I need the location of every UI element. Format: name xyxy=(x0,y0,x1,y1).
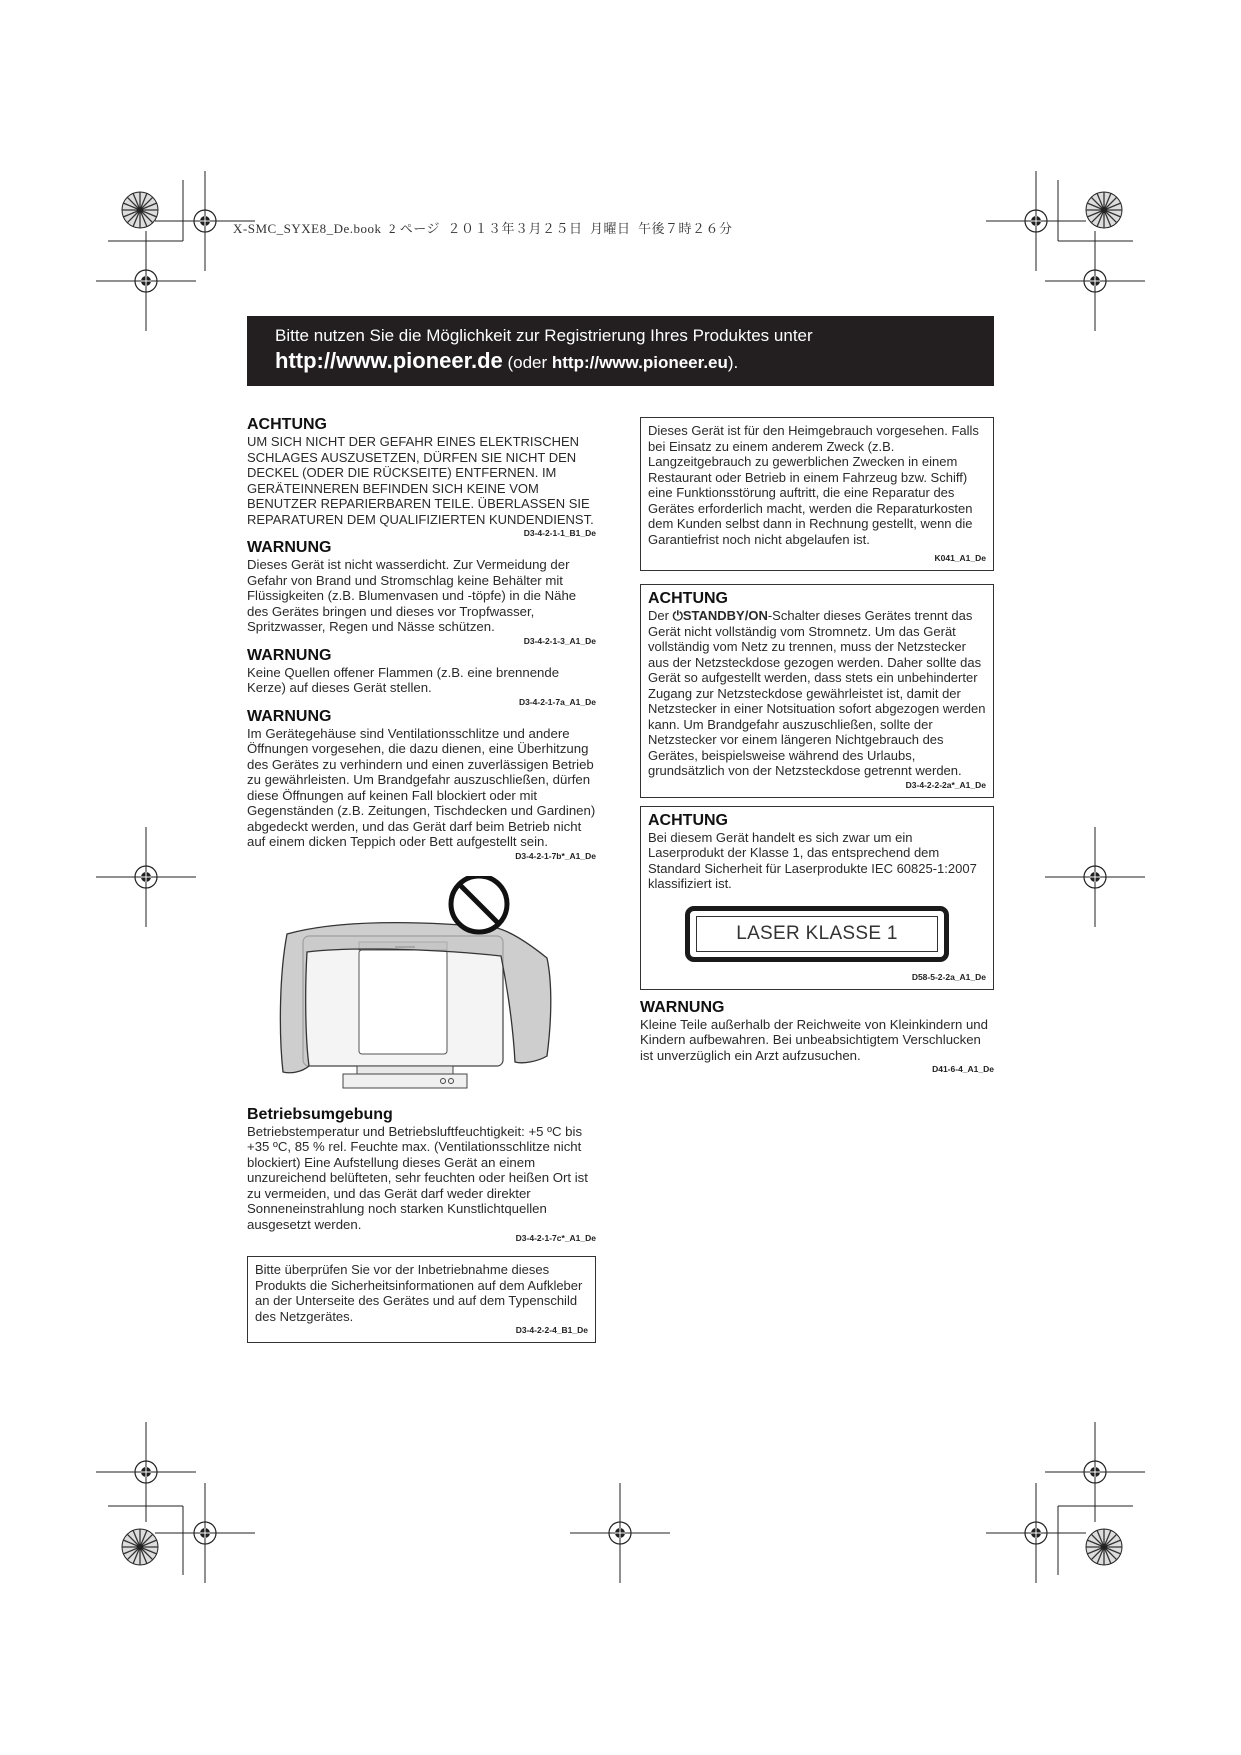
section-title: WARNUNG xyxy=(247,539,332,556)
warnung-flame-section xyxy=(247,647,596,708)
section-title: WARNUNG xyxy=(247,707,332,725)
doc-code: D58-5-2-2a_A1_De xyxy=(911,971,986,982)
achtung-shock-section xyxy=(247,416,596,539)
doc-code: D3-4-2-2-2a*_A1_De xyxy=(905,779,986,790)
section-title: WARNUNG xyxy=(247,646,332,664)
section-text: Betriebstemperatur und Betriebsluftfeuchtigkeit: +5 ºC bis +35 ºC, 85 % rel. Feuchte max. (Ventilationsschlitze nicht blockiert) Eine Aufstellung dieses Gerät an einem unzureichend belüfteten, sehr feuchten oder heißen Ort ist zu vermeiden, und das Gerät darf weder direkter Sonneneinstrahlung noch starken Kunstlichtquellen ausgesetzt werden. xyxy=(247,1123,588,1232)
section-title: Betriebsumgebung xyxy=(247,1105,393,1123)
standby-text: -Schalter dieses Gerätes trennt das Gerät nicht vollständig vom Stromnetz. Um das Gerät vollständig vom Netz zu trennen, muss der Netzstecker aus der Netzsteckdose gezogen werden. Daher sollte das Gerät so aufgestellt werden, dass stets ein unbehinderter Zugang zur Netzsteckdose gewährleistet ist, damit der Netzstecker in einer Notsituation sofort abgezogen werden kann. Um Brandgefahr auszuschließen, sollte der Netzstecker vor einem längeren Nichtgebrauch des Gerätes, beispielsweise während des Urlaubs, grundsätzlich von der Netzsteckdose getrennt werden. xyxy=(648,608,986,778)
standby-warning-box xyxy=(640,584,994,798)
section-text: Bei diesem Gerät handelt es sich zwar um ein Laserprodukt der Klasse 1, das entsprechend dem Standard Sicherheit für Laserprodukte IEC 60825-1:2007 klassifiziert ist. xyxy=(648,829,977,891)
section-text: Bitte überprüfen Sie vor der Inbetriebnahme dieses Produkts die Sicherheitsinformationen auf dem Aufkleber an der Unterseite des Gerätes und auf dem Typenschild des Netzgerätes. xyxy=(255,1262,583,1324)
section-text: Dieses Gerät ist nicht wasserdicht. Zur Vermeidung der Gefahr von Brand und Stromschlag keine Behälter mit Flüssigkeiten (z.B. Blumenvasen und -töpfe) in die Nähe des Gerätes bringen und dieses vor Tropfwasser, Spritzwasser, Regen und Nässe schützen. xyxy=(247,557,577,634)
section-title: ACHTUNG xyxy=(648,590,728,607)
section-text xyxy=(648,608,986,779)
banner-oder-text: (oder xyxy=(502,353,552,372)
doc-code: D3-4-2-1-3_A1_De xyxy=(523,635,596,646)
standby-on-label: STANDBY/ON xyxy=(682,608,768,623)
home-use-box xyxy=(640,417,994,571)
doc-code: D3-4-2-1-7c*_A1_De xyxy=(515,1233,596,1243)
section-text: Kleine Teile außerhalb der Reichweite von Kleinkindern und Kindern aufbewahren. Bei unbeabsichtigtem Verschlucken ist unverzüglich ein Arzt aufzusuchen. xyxy=(640,1016,988,1063)
doc-code: D3-4-2-1-1_B1_De xyxy=(523,528,596,538)
banner-close-text: ). xyxy=(727,353,739,372)
warnung-ventilation-section xyxy=(247,708,596,862)
print-header-line: X-SMC_SYXE8_De.book 2 ページ ２０１３年３月２５日 月曜日 午後７時２６分 xyxy=(233,221,733,236)
right-column xyxy=(640,417,994,1075)
power-icon: ⏻ xyxy=(672,608,683,623)
covered-device-prohibition-illustration xyxy=(247,876,596,1098)
standby-prefix: Der xyxy=(648,608,673,623)
section-title: ACHTUNG xyxy=(247,416,327,433)
warnung-water-section xyxy=(247,539,596,647)
banner-text: Bitte nutzen Sie die Möglichkeit zur Registrierung Ihres Produktes unter xyxy=(275,326,813,345)
warnung-small-parts-section xyxy=(640,999,994,1076)
pioneer-de-link[interactable]: http://www.pioneer.de xyxy=(275,348,503,373)
betriebsumgebung-section xyxy=(247,1106,596,1245)
section-text: UM SICH NICHT DER GEFAHR EINES ELEKTRISCHEN SCHLAGES AUSZUSETZEN, DÜRFEN SIE NICHT DEN DECKEL (ODER DIE RÜCKSEITE) ENTFERNEN. IM GERÄTEINNEREN BEFINDEN SICH KEINE VOM BENUTZER REPARIERBAREN TEILE. ÜBERLASSEN SIE REPARATUREN DEM QUALIFIZIERTEN KUNDENDIENST. xyxy=(247,434,594,527)
registration-banner xyxy=(247,316,994,386)
laser-class-text: LASER KLASSE 1 xyxy=(696,916,938,952)
section-title: WARNUNG xyxy=(640,998,725,1016)
laser-class-label xyxy=(685,906,949,962)
safety-label-check-box xyxy=(247,1256,596,1343)
pioneer-eu-link[interactable]: http://www.pioneer.eu xyxy=(551,353,728,372)
banner-url-line xyxy=(275,347,994,376)
laser-warning-box xyxy=(640,806,994,990)
section-title: ACHTUNG xyxy=(648,811,728,829)
doc-code: D3-4-2-1-7a_A1_De xyxy=(518,696,596,707)
section-text: Keine Quellen offener Flammen (z.B. eine brennende Kerze) auf dieses Gerät stellen. xyxy=(247,664,560,695)
doc-code: K041_A1_De xyxy=(934,553,986,563)
left-column xyxy=(247,416,596,1343)
doc-code: D3-4-2-1-7b*_A1_De xyxy=(515,850,596,861)
section-text: Im Gerätegehäuse sind Ventilationsschlitze und andere Öffnungen vorgesehen, die dazu dienen, eine Überhitzung des Gerätes zu verhindern und einen zuverlässigen Betrieb zu gewährleisten. Um Brandgefahr auszuschließen, dürfen diese Öffnungen auf keinen Fall blockiert oder mit Gegenständen (z.B. Zeitungen, Tischdecken und Gardinen) abgedeckt werden, und das Gerät darf beim Betrieb nicht auf einem dicken Teppich oder Bett aufgestellt sein. xyxy=(247,725,596,849)
doc-code: D3-4-2-2-4_B1_De xyxy=(515,1325,588,1335)
section-text: Dieses Gerät ist für den Heimgebrauch vorgesehen. Falls bei Einsatz zu einem anderem Zweck (z.B. Langzeitgebrauch zu gewerblichen Zwecken in einem Restaurant oder Betrieb in einem Fahrzeug bzw. Schiff) eine Funktionsstörung auftritt, die eine Reparatur des Gerätes erforderlich macht, werden die Reparaturkosten dem Kunden selbst dann in Rechnung gestellt, wenn die Garantiefrist noch nicht abgelaufen ist. xyxy=(648,423,979,547)
doc-code: D41-6-4_A1_De xyxy=(932,1064,994,1074)
